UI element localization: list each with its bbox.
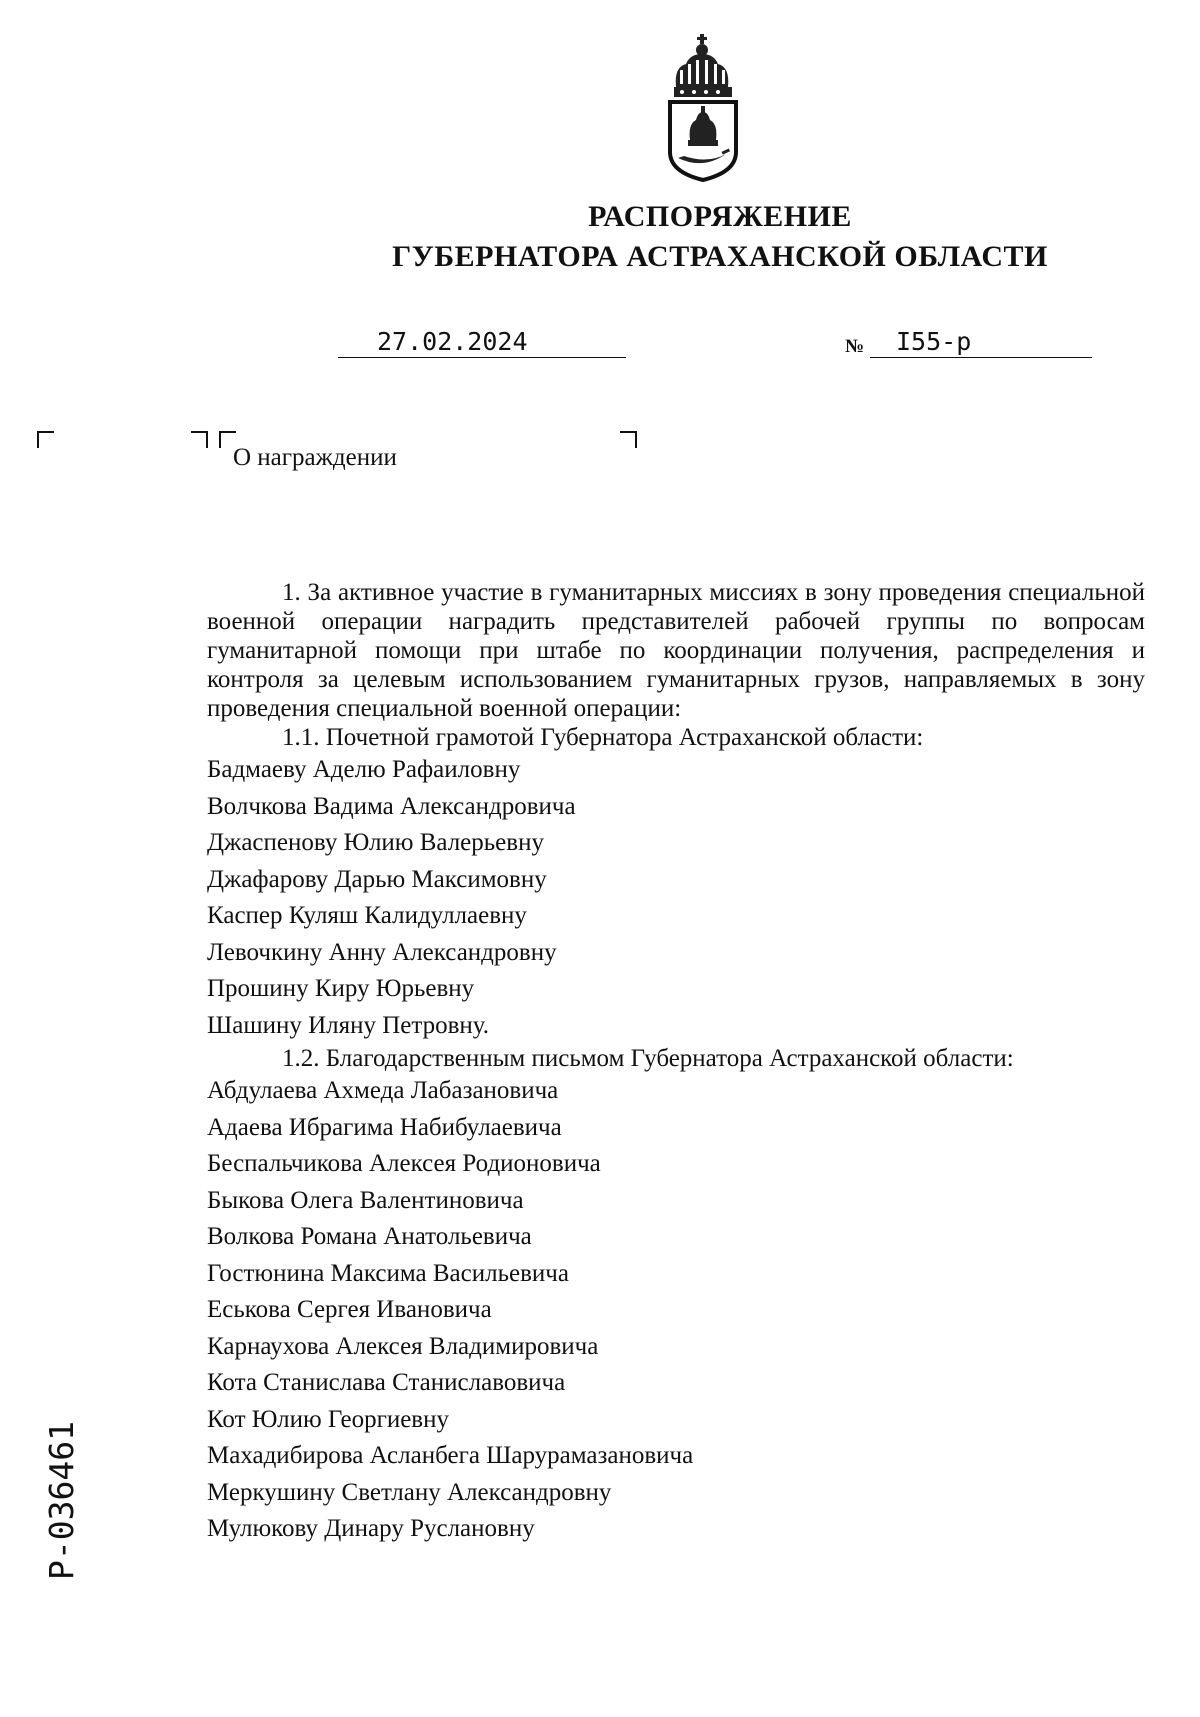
list-item: Джаспенову Юлию Валерьевну	[207, 829, 544, 856]
list-item: Беспальчикова Алексея Родионовича	[207, 1150, 601, 1177]
date-field	[338, 327, 626, 358]
document-date: 27.02.2024	[377, 327, 528, 356]
list-item: Карнаухова Алексея Владимировича	[207, 1332, 599, 1360]
number-label: №	[845, 336, 865, 357]
list-item: Каспер Куляш Калидуллаевну	[207, 902, 527, 929]
list-item: Махадибирова Асланбега Шарурамазановича	[207, 1442, 694, 1469]
document-number: I55-р	[896, 327, 972, 356]
list-item: Гостюнина Максима Васильевича	[207, 1259, 569, 1287]
section-1-1-heading: 1.1. Почетной грамотой Губернатора Астраханской области:	[282, 724, 924, 751]
list-item: Волкова Романа Анатольевича	[207, 1223, 532, 1250]
list-item: Адаева Ибрагима Набибулаевича	[207, 1113, 562, 1141]
corner-bracket-subject-right	[619, 431, 637, 449]
form-serial-number: Р-036461	[42, 1421, 81, 1580]
list-item: Левочкину Анну Александровну	[207, 938, 557, 966]
list-item: Меркушину Светлану Александровну	[207, 1478, 612, 1506]
list-item: Джафарову Дарью Максимовну	[207, 865, 547, 893]
list-item: Кота Станислава Станиславовича	[207, 1369, 566, 1396]
document-subject: О награждении	[233, 444, 397, 471]
list-item: Прошину Киру Юрьевну	[207, 975, 475, 1002]
list-item: Абдулаева Ахмеда Лабазановича	[207, 1077, 559, 1104]
list-item: Мулюкову Динару Руслановну	[207, 1515, 535, 1542]
section-1-2-heading: 1.2. Благодарственным письмом Губернатора Астраханской области:	[282, 1045, 1014, 1072]
coat-of-arms-emblem	[664, 32, 742, 182]
section-1-1-names	[207, 752, 1145, 1044]
number-field	[870, 327, 1092, 358]
list-item: Волчкова Вадима Александровича	[207, 792, 576, 820]
section-1-2-names	[207, 1073, 1145, 1548]
corner-bracket-left-page	[37, 431, 55, 449]
list-item: Бадмаеву Аделю Рафаиловну	[207, 756, 521, 783]
list-item: Быкова Олега Валентиновича	[207, 1186, 524, 1214]
list-item: Еськова Сергея Ивановича	[207, 1296, 492, 1323]
issuer-title: ГУБЕРНАТОРА АСТРАХАНСКОЙ ОБЛАСТИ	[392, 240, 1048, 273]
document-type-title: РАСПОРЯЖЕНИЕ	[588, 200, 852, 233]
document-body	[207, 578, 1145, 1548]
corner-bracket-subject-right-outer	[190, 431, 208, 449]
paragraph-1: 1. За активное участие в гуманитарных миссиях в зону проведения специальной военной операции наградить представителей рабочей группы по вопросам гуманитарной помощи при штабе по координации получения, распределения и контроля за целевым использованием гуманитарных грузов, направляемых в зону проведения специальной военной операции:	[207, 579, 1145, 722]
list-item: Шашину Иляну Петровну.	[207, 1011, 490, 1039]
list-item: Кот Юлию Георгиевну	[207, 1405, 449, 1433]
